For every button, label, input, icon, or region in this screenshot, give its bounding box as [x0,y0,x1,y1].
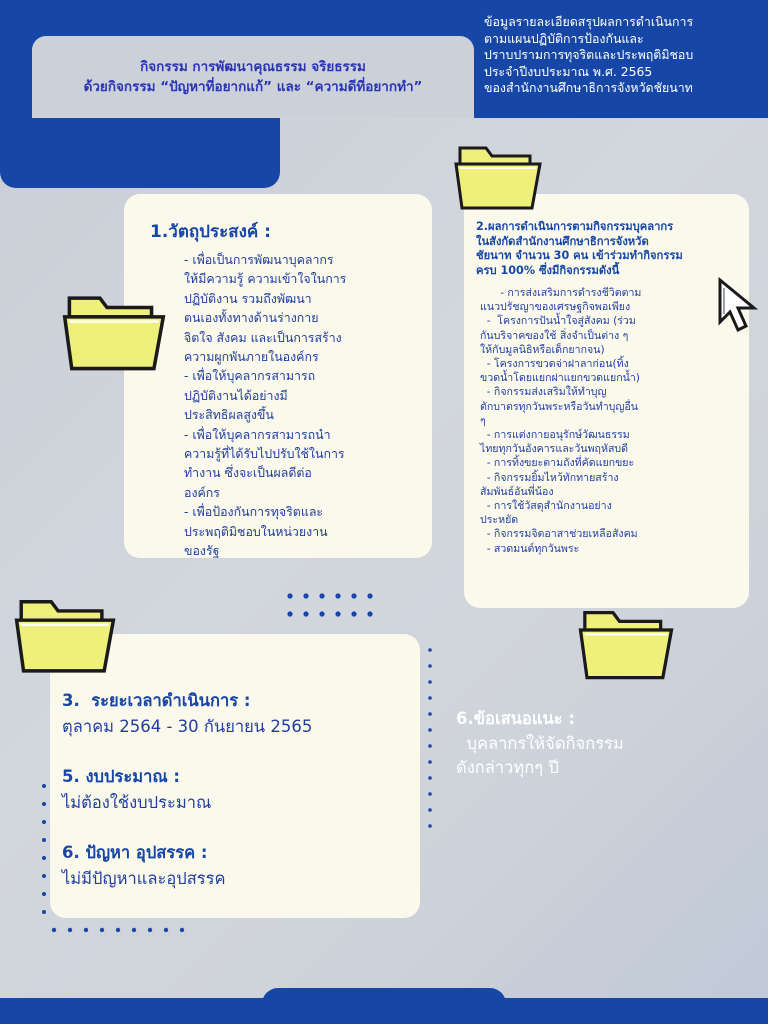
recommendation-text [456,732,706,780]
objectives-line: ประพฤติมิชอบในหน่วยงาน [184,523,328,539]
objectives-list [184,250,406,561]
results-line: - กิจกรรมส่งเสริมให้ทำบุญ [480,386,607,399]
objectives-line: ทำงาน ซึ่งจะเป็นผลดีต่อ [184,465,312,481]
results-heading-line: 2.ผลการดำเนินการตามกิจกรรมบุคลากร [476,220,674,233]
results-heading-line: ชัยนาท จำนวน 30 คน เข้าร่วมทำกิจกรรม [476,249,683,263]
results-line: ตักบาตรทุกวันพระหรือวันทำบุญอื่น [480,400,639,413]
results-line: - กิจกรรมยิ้มไหว้ทักทายสร้าง [480,471,619,484]
objectives-line: ให้มีความรู้ ความเข้าใจในการ [184,271,347,287]
cursor-icon [716,276,762,336]
recommendation-heading: 6.ข้อเสนอแนะ : [456,709,575,728]
report-summary-line: ข้อมูลรายละเอียดสรุปผลการดำเนินการ [484,14,694,29]
recommendation-line: ดังกล่าวทุกๆ ปี [456,758,559,777]
objectives-line: องค์กร [184,484,220,500]
report-summary-line: ของสำนักงานศึกษาธิการจังหวัดชัยนาท [484,80,693,96]
activity-title-card [32,36,474,118]
results-line: - การใช้วัสดุสำนักงานอย่าง [480,500,612,513]
results-line: ให้กับมูลนิธิหรือเด็กยากจน) [480,343,605,356]
results-line: ประหยัด [480,514,519,527]
results-line: - โครงการขวดจ่าฝาลาก่อน(ทิ้ง [480,358,629,371]
objectives-line: ความรู้ที่ได้รับไปปรับใช้ในการ [184,446,345,462]
folder-icon [452,140,544,212]
period-heading-text: 3. ระยะเวลาดำเนินการ : [62,691,251,710]
results-line: - การส่งเสริมการดำรงชีวิตตาม [480,287,642,299]
results-line: ไทยทุกวันอังคารและวันพฤหัสบดี [480,443,629,456]
objectives-line: - เพื่อให้บุคลากรสามารถนำ [184,426,331,442]
problems-value: ไม่มีปัญหาและอุปสรรค [62,869,226,888]
dot-grid-upper [286,592,376,636]
results-line: - กิจกรรมจิตอาสาช่วยเหลือสังคม [480,528,638,541]
results-heading-line: ครบ 100% ซึ่งมีกิจกรรมดังนี้ [476,263,620,277]
budget-heading-text: 5. งบประมาณ : [62,767,181,786]
results-line: กันบริจาคของใช้ สิ่งจำเป็นต่าง ๆ [480,329,629,342]
results-heading [476,220,742,278]
problems-heading [62,842,207,864]
report-summary-line: ตามแผนปฏิบัติการป้องกันและ [484,30,644,46]
folder-icon [576,604,676,682]
results-line: - โครงการปันน้ำใจสู่สังคม (ร่วม [480,315,636,328]
period-heading [62,690,250,712]
report-summary-line: ปราบปรามการทุจริตและประพฤติมิชอบ [484,47,694,63]
dot-grid-right [424,640,444,840]
footer-bar [0,998,768,1024]
activity-title-line1: กิจกรรม การพัฒนาคุณธรรม จริยธรรม [140,59,366,75]
objectives-line: ของรัฐ [184,543,220,559]
objectives-line: ความผูกพันภายในองค์กร [184,349,319,365]
objectives-line: - เพื่อให้บุคลากรสามารถ [184,368,316,384]
results-heading-line: ในสังกัดสำนักงานศึกษาธิการจังหวัด [476,234,649,248]
results-line: ขวดน้ำโดยแยกฝาแยกขวดแยกน้ำ) [480,372,640,385]
activity-title-line2: ด้วยกิจกรรม “ปัญหาที่อยากแก้” และ “ความดีที่อยากทำ” [83,79,423,95]
report-summary-line: ประจำปีงบประมาณ พ.ศ. 2565 [484,63,653,79]
objectives-line: ประสิทธิผลสูงขึ้น [184,407,274,423]
recommendation-line: บุคลากรให้จัดกิจกรรม [456,734,624,753]
results-line: - สวดมนต์ทุกวันพระ [480,542,580,555]
results-line: แนวปรัชญาของเศรษฐกิจพอเพียง [480,301,631,314]
budget-value: ไม่ต้องใช้งบประมาณ [62,793,212,812]
results-line: ๆ [480,414,486,427]
results-list [480,286,744,556]
budget-heading [62,766,180,788]
objectives-heading: 1.วัตถุประสงค์ : [150,222,271,242]
results-line: สัมพันธ์อันพี่น้อง [480,485,554,498]
objectives-line: ปฏิบัติงาน รวมถึงพัฒนา [184,290,312,306]
results-line: - การแต่งกายอนุรักษ์วัฒนธรรม [480,429,630,442]
period-value: ตุลาคม 2564 - 30 กันยายน 2565 [62,717,313,736]
objectives-line: จิตใจ สังคม และเป็นการสร้าง [184,329,342,345]
results-line: - การทิ้งขยะตามถังที่คัดแยกขยะ [480,457,635,470]
report-summary [484,14,760,97]
folder-icon [60,288,168,374]
objectives-line: ตนเองทั้งทางด้านร่างกาย [184,310,319,326]
folder-icon [12,592,118,676]
problems-heading-text: 6. ปัญหา อุปสรรค : [62,843,208,862]
objectives-line: ปฏิบัติงานได้อย่างมี [184,387,288,403]
objectives-line: - เพื่อป้องกันการทุจริตและ [184,504,324,520]
objectives-line: - เพื่อเป็นการพัฒนาบุคลากร [184,252,334,267]
